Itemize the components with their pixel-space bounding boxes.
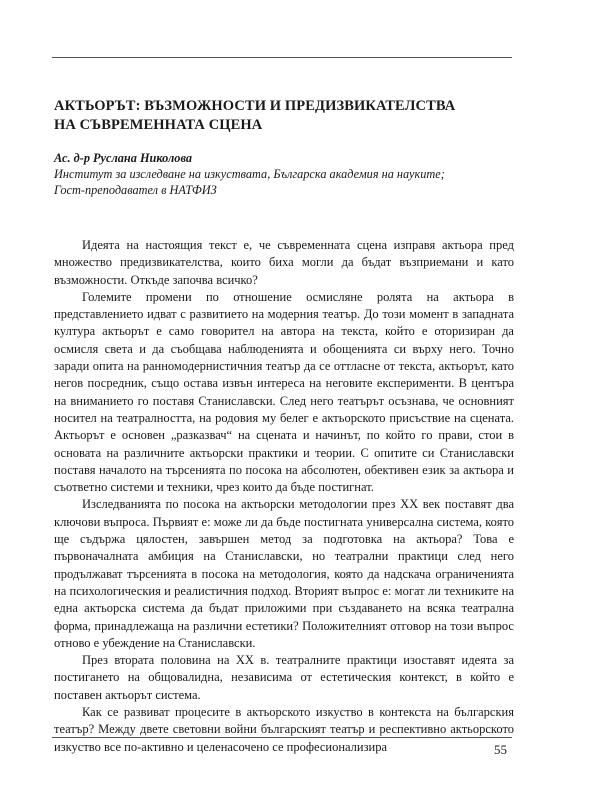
bottom-rule	[52, 737, 512, 738]
author-affiliation-2: Гост-преподавател в НАТФИЗ	[54, 183, 217, 197]
article-body	[54, 237, 514, 756]
page-number: 55	[494, 742, 507, 757]
author-name: Ас. д-р Руслана Николова	[54, 151, 193, 165]
article-title	[54, 97, 514, 135]
paragraph: Изследванията по посока на актьорски методологии през XX век поставят два ключови въпроса. Първият е: може ли да бъде постигната универсална система, която ще съдържа цялостен, завършен метод за подготовка на актьора? Това е първоначалната амбиция на Станиславски, но театрални практици след него продължават търсенията в посока на методология, която да надскача ограниченията на психологическия и реалистичния подход. Вторият въпрос е: могат ли техниките на една актьорска система да бъдат приложими при създаването на всяка театрална форма, принадлежаща на различни естетики? Положителният отговор на този въпрос отново е убеждение на Станиславски.	[54, 497, 514, 650]
title-line-1: АКТЬОРЪТ: ВЪЗМОЖНОСТИ И ПРЕДИЗВИКАТЕЛСТВА	[54, 98, 456, 114]
author-block	[54, 150, 524, 198]
paragraph: През втората половина на XX в. театралните практици изоставят идеята за постигането на общовалидна, независима от естетическия контекст, в който е поставен актьорът система.	[54, 653, 514, 702]
paragraph: Как се развиват процесите в актьорското изкуство в контекста на българския театър? Между двете световни войни българският театър и респективно актьорското изкуство все по-активно и целенасочено се професионализира	[54, 705, 514, 754]
author-affiliation-1: Институт за изследване на изкуствата, Българска академия на науките;	[54, 167, 445, 181]
paragraph: Големите промени по отношение осмисляне ролята на актьора в представлението идват с развитието на модерния театър. До този момент в западната култура актьорът е само говорител на автора на текста, който е оторизиран да осмисля света и да съобщава наблюденията и обощенията си върху него. Точно заради опита на ранномодернистичния театър да се оттласне от текста, актьорът, като негов посредник, също остава извън интереса на неговите експерименти. В центъра на вниманието го поставя Станиславски. След него театърът осъзнава, че основният носител на театралността, на родовия му белег е актьорското присъствие на сцената. Актьорът е основен „разказвач“ на сцената и начинът, по който го прави, стои в основата на различните актьорски практики и теории. С опитите си Станиславски поставя началото на търсенията по посока на абсолютен, обективен език за актьора и съответно системи и техники, чрез които да бъде постигнат.	[54, 289, 514, 495]
paragraph: Идеята на настоящия текст е, че съвременната сцена изправя актьора пред множество предизвикателства, които биха могли да бъдат възприемани и като възможности. Откъде започва всичко?	[54, 238, 514, 287]
top-rule	[52, 57, 512, 58]
title-line-2: НА СЪВРЕМЕННАТА СЦЕНА	[54, 117, 263, 133]
